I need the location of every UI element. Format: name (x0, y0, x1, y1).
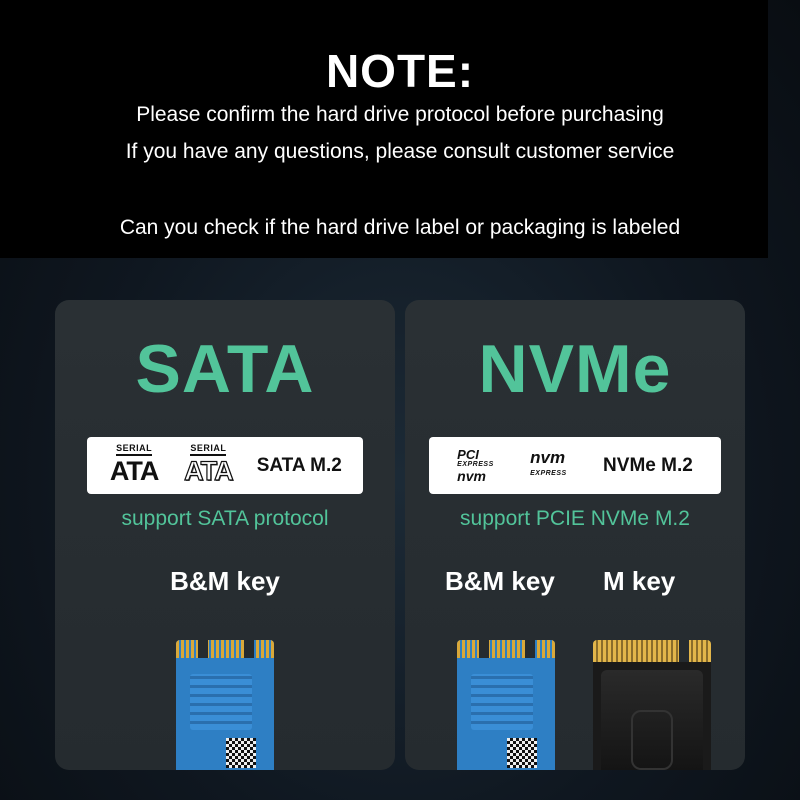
serial-ata-outline-logo-top: SERIAL (190, 443, 226, 456)
nvme-bm-key-label: B&M key (445, 566, 555, 596)
nvm-logo-text: nvm (530, 447, 566, 467)
nvme-m2-label: NVMe M.2 (603, 454, 693, 476)
sata-key-label: B&M key (170, 566, 280, 596)
serial-ata-logo-icon (108, 443, 160, 489)
serial-ata-outline-logo-big: ATA (184, 455, 233, 486)
pci-express-text: EXPRESS (457, 461, 494, 468)
ssd-chip (471, 674, 533, 730)
ssd-qr-code (507, 738, 537, 768)
nvme-m-key-ssd-heatsink-image (593, 640, 711, 770)
ssd-chip (190, 674, 252, 730)
ssd-notch-b (198, 640, 208, 658)
sata-label-bar (87, 437, 363, 494)
note-line-1: Please confirm the hard drive protocol before purchasing (136, 103, 664, 126)
serial-ata-outline-logo-icon (182, 443, 234, 489)
note-line-2: If you have any questions, please consult customer service (125, 140, 675, 163)
sata-card (55, 300, 395, 770)
serial-ata-logo-top: SERIAL (116, 443, 152, 456)
heatsink-ssd-notch (679, 640, 689, 662)
nvme-m-key-label: M key (603, 566, 676, 596)
note-title: NOTE: (325, 45, 475, 97)
sata-title: SATA (135, 331, 315, 407)
ssd-notch-m (244, 640, 254, 658)
sata-support-text: support SATA protocol (121, 507, 329, 530)
ssd-notch-m (525, 640, 535, 658)
nvme-support-text: support PCIE NVMe M.2 (460, 507, 690, 530)
heatsink-ssd-pins (593, 640, 711, 662)
ssd-pins (176, 640, 274, 658)
ssd-notch-b (479, 640, 489, 658)
nvme-label-bar (429, 437, 721, 494)
nvm-express-text: EXPRESS (530, 469, 567, 477)
heatsink-groove (631, 710, 673, 770)
serial-ata-logo-big: ATA (109, 455, 159, 486)
ssd-qr-code (226, 738, 256, 768)
ssd-pins (457, 640, 555, 658)
nvme-card (405, 300, 745, 770)
pci-express-nvm-logo-icon (457, 448, 494, 483)
nvme-bm-ssd-image (457, 640, 555, 770)
nvme-title: NVMe (478, 331, 672, 407)
pci-nvm-text: nvm (457, 468, 486, 484)
note-line-3: Can you check if the hard drive label or packaging is labeled (119, 216, 681, 239)
nvm-express-logo-icon (530, 447, 567, 482)
sata-m2-label: SATA M.2 (256, 454, 342, 476)
sata-ssd-image (176, 640, 274, 770)
pci-logo-text: PCI (457, 447, 479, 462)
